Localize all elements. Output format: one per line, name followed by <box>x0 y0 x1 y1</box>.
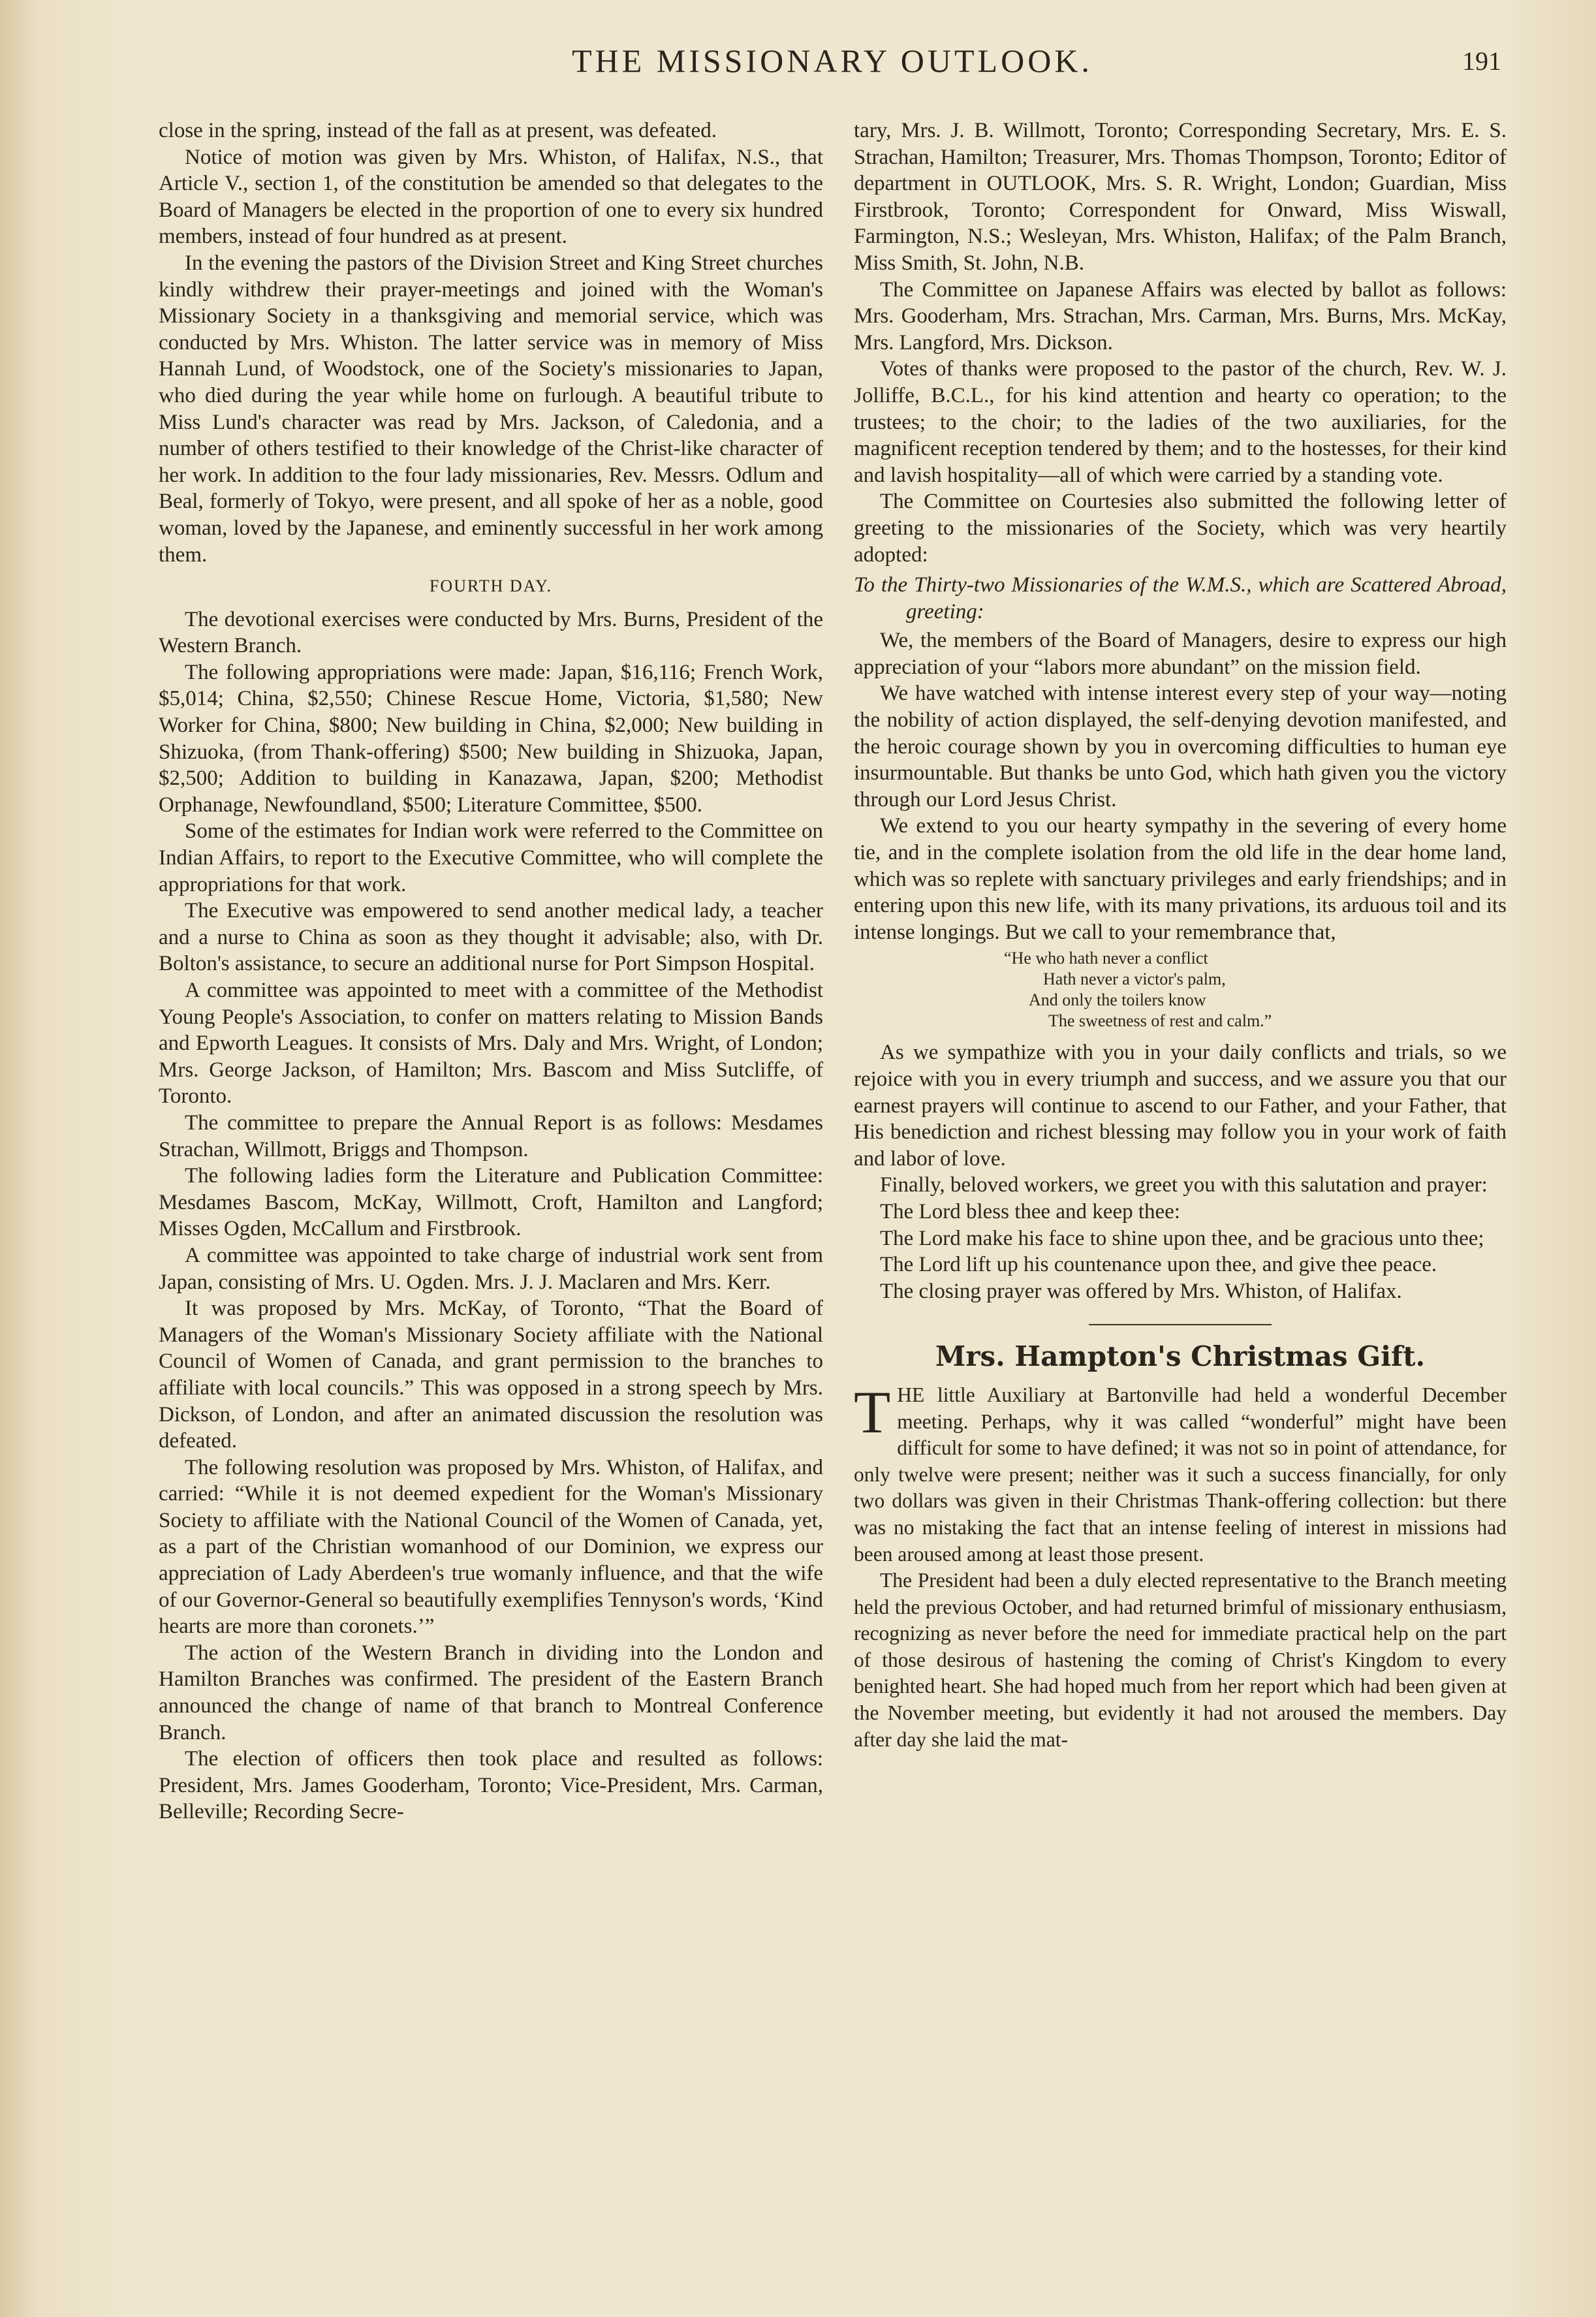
section-divider <box>1089 1324 1272 1325</box>
paragraph: A committee was appointed to meet with a committee of the Methodist Young People's Association, to confer on matters relating to Mission Bands and Epworth Leagues. It consists of Mrs. Daly and Mrs. Wright, of London; Mrs. George Jackson, of Hamilton; Mrs. Bascom and Miss Sutcliffe, of Toronto. <box>159 979 823 1109</box>
paragraph: We extend to you our hearty sympathy in the severing of every home tie, and in the complete isolation from the old life in the dear home land, which was so replete with sanctuary privileges and early friendships; and in entering upon this new life, with its many privations, its arduous toil and its intense longings. But we call to your remembrance that, <box>854 814 1507 944</box>
section-heading: FOURTH DAY. <box>429 576 553 596</box>
paragraph: The Lord make his face to shine upon thee, and be gracious unto thee; <box>880 1226 1484 1250</box>
paragraph: The closing prayer was offered by Mrs. Whiston, of Halifax. <box>880 1279 1402 1303</box>
paragraph: close in the spring, instead of the fall as at present, was defeated. <box>159 119 717 142</box>
paragraph: In the evening the pastors of the Division Street and King Street churches kindly withdrew their prayer-meetings and joined with the Woman's Missionary Society in a thanksgiving and memorial service, which was conducted by Mrs. Whiston. The latter service was in memory of Miss Hannah Lund, of Woodstock, one of the Society's missionaries to Japan, who died during the year while home on furlough. A beautiful tribute to Miss Lund's character was read by Mrs. Jackson, of Caledonia, and a number of others testified to their knowledge of the Christ-like character of her work. In addition to the four lady missionaries, Rev. Messrs. Odlum and Beal, formerly of Tokyo, were present, and all spoke of her as a noble, good woman, loved by the Japanese, and eminently successful in her work among them. <box>159 251 823 567</box>
paragraph: Notice of motion was given by Mrs. Whiston, of Halifax, N.S., that Article V., section 1, of the constitution be amended so that delegates to the Board of Managers be elected in the proportion of one to every six hundred members, instead of four hundred as at present. <box>159 145 823 249</box>
paragraph: The action of the Western Branch in dividing into the London and Hamilton Branches was confirmed. The president of the Eastern Branch announced the change of name of that branch to Montreal Conference Branch. <box>159 1641 823 1744</box>
paragraph: The Lord lift up his countenance upon thee, and give thee peace. <box>880 1253 1437 1277</box>
poem-line: And only the toilers know <box>1029 990 1206 1010</box>
paragraph: The following appropriations were made: Japan, $16,116; French Work, $5,014; China, $2,550; Chinese Rescue Home, Victoria, $1,580; New Worker for China, $800; New building in China, $2,000; New building in Shizuoka, (from Thank-offering) $500; New building in Shizuoka, Japan, $2,500; Addition to building in Kanazawa, Japan, $200; Methodist Orphanage, Newfoundland, $500; Literature Committee, $500. <box>159 660 823 817</box>
paragraph: The following ladies form the Literature and Publication Committee: Mesdames Bascom, McKay, Willmott, Croft, Hamilton and Langford; Misses Ogden, McCallum and Firstbrook. <box>159 1164 823 1241</box>
article-paragraph <box>854 1378 1507 1568</box>
paragraph: We, the members of the Board of Managers, desire to express our high appreciation of your “labors more abundant” on the mission field. <box>854 629 1507 679</box>
paragraph: The following resolution was proposed by Mrs. Whiston, of Halifax, and carried: “While it is not deemed expedient for the Woman's Missionary Society to affiliate with the National Council of the Women of Canada, yet, as a part of the Christian womanhood of our Dominion, we express our appreciation of Lady Aberdeen's true womanly influence, and that the wife of our Governor-General so beautifully exemplifies Tennyson's words, ‘Kind hearts are more than coronets.’” <box>159 1455 823 1639</box>
right-column <box>854 118 1507 1753</box>
paragraph: The Committee on Courtesies also submitted the following letter of greeting to the missionaries of the Society, which was very heartily adopted: <box>854 490 1507 567</box>
page-header <box>150 42 1514 87</box>
paragraph: The committee to prepare the Annual Report is as follows: Mesdames Strachan, Willmott, Briggs and Thompson. <box>159 1111 823 1161</box>
paragraph: The election of officers then took place and resulted as follows: President, Mrs. James Gooderham, Toronto; Vice-President, Mrs. Carman, Belleville; Recording Secre- <box>159 1747 823 1824</box>
paragraph: Some of the estimates for Indian work were referred to the Committee on Indian Affairs, to report to the Executive Committee, who will complete the appropriations for that work. <box>159 819 823 896</box>
paragraph: Votes of thanks were proposed to the pastor of the church, Rev. W. J. Jolliffe, B.C.L., for his kind attention and hearty co operation; to the trustees; to the choir; to the ladies of the two auxiliaries, for the magnificent reception tendered by them; and to the hostesses, for their kind and lavish hospitality—all of which were carried by a standing vote. <box>854 357 1507 487</box>
poem-quote <box>854 948 1507 1032</box>
page-number: 191 <box>1462 46 1501 76</box>
letter-salutation: To the Thirty-two Missionaries of the W.M.S., which are Scattered Abroad, greeting: <box>854 573 1507 623</box>
running-title: THE MISSIONARY OUTLOOK. <box>572 42 1093 79</box>
article-paragraph: The President had been a duly elected representative to the Branch meeting held the previous October, and had returned brimful of missionary enthusiasm, recognizing as never before the need for immediate practical help on the part of those desirous of hastening the coming of Christ's Kingdom to every benighted heart. She had hoped much from her report which had been given at the November meeting, but evidently it had not aroused the members. Day after day she laid the mat- <box>854 1569 1507 1751</box>
paragraph: The Committee on Japanese Affairs was elected by ballot as follows: Mrs. Gooderham, Mrs. Strachan, Mrs. Carman, Mrs. Burns, Mrs. McKay, Mrs. Langford, Mrs. Dickson. <box>854 277 1507 355</box>
paragraph: The Lord bless thee and keep thee: <box>880 1199 1180 1223</box>
article-text: HE little Auxiliary at Bartonville had held a wonderful December meeting. Perhaps, why it was called “wonderful” might have been difficult for some to have defined; it was not so in point of attendance, for only twelve were present; neither was it such a success financially, for only two dollars was given in their Christmas Thank-offering collection: but there was no mistaking the fact that an intense feeling of interest in missions had been aroused among at least those present. <box>854 1383 1507 1566</box>
paragraph: It was proposed by Mrs. McKay, of Toronto, “That the Board of Managers of the Woman's Missionary Society affiliate with the National Council of Women of Canada, and grant permission to the branches to affiliate with local councils.” This was opposed in a strong speech by Mrs. Dickson, of London, and after an animated discussion the resolution was defeated. <box>159 1297 823 1453</box>
paragraph: Finally, beloved workers, we greet you with this salutation and prayer: <box>880 1173 1488 1197</box>
paragraph: We have watched with intense interest every step of your way—noting the nobility of action displayed, the self-denying devotion manifested, and the heroic courage shown by you in overcoming difficulties to human eye insurmountable. But thanks be unto God, which hath given you the victory through our Lord Jesus Christ. <box>854 682 1507 812</box>
left-column <box>159 118 823 1825</box>
drop-cap: T <box>854 1378 891 1445</box>
poem-line: Hath never a victor's palm, <box>1043 969 1226 989</box>
paragraph: As we sympathize with you in your daily conflicts and trials, so we rejoice with you in every triumph and success, and we assure you that our earnest prayers will continue to ascend to our Father, and your Father, that His benediction and richest blessing may follow you in your work of faith and labor of love. <box>854 1041 1507 1171</box>
paragraph: The devotional exercises were conducted by Mrs. Burns, President of the Western Branch. <box>159 607 823 658</box>
poem-line: “He who hath never a conflict <box>1004 949 1208 968</box>
paragraph: The Executive was empowered to send another medical lady, a teacher and a nurse to China as soon as they thought it advisable; also, with Dr. Bolton's assistance, to secure an additional nurse for Port Simpson Hospital. <box>159 899 823 976</box>
paragraph: A committee was appointed to take charge of industrial work sent from Japan, consisting of Mrs. U. Ogden. Mrs. J. J. Maclaren and Mrs. Kerr. <box>159 1243 823 1294</box>
article-title: Mrs. Hampton's Christmas Gift. <box>935 1340 1426 1373</box>
poem-line: The sweetness of rest and calm.” <box>1048 1011 1272 1031</box>
paragraph: tary, Mrs. J. B. Willmott, Toronto; Corresponding Secretary, Mrs. E. S. Strachan, Hamilton; Treasurer, Mrs. Thomas Thompson, Toronto; Editor of department in OUTLOOK, Mrs. S. R. Wright, London; Guardian, Miss Firstbrook, Toronto; Correspondent for Onward, Miss Wiswall, Farmington, N.S.; Wesleyan, Mrs. Whiston, Halifax; of the Palm Branch, Miss Smith, St. John, N.B. <box>854 119 1507 275</box>
